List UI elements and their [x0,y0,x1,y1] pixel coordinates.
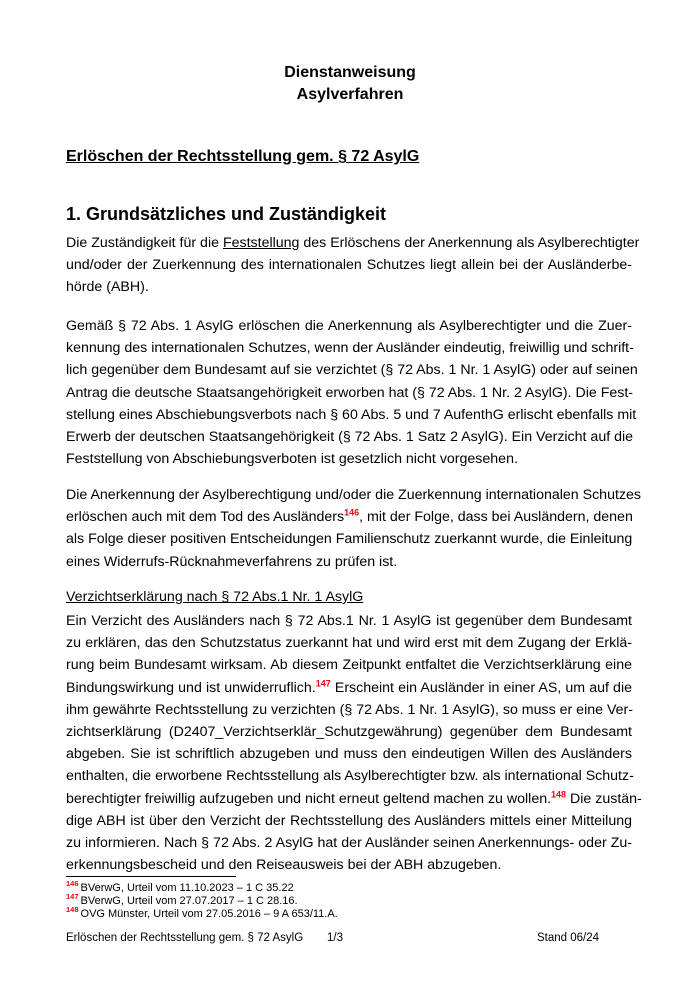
heading-grundsaetzliches: 1. Grundsätzliches und Zuständigkeit [66,204,387,224]
paragraph-line: kennung des internationalen Schutzes, wenn der Ausländer eindeutig, freiwillig und schrift- [66,340,634,357]
footnote-ref-148[interactable]: 148 [551,788,567,799]
paragraph-line: hörde (ABH). [66,279,149,296]
paragraph-zustaendigkeit [66,232,640,299]
document-header-line2: Asylverfahren [296,86,404,103]
text-run: erlöschen auch mit dem Tod des Ausländers [66,509,345,526]
paragraph-line: stellung eines Abschiebungsverbots nach § 60 Abs. 5 und 7 AufenthG erlischt ebenfalls mit [66,406,637,423]
text-run: Erscheint ein Ausländer in einer AS, um auf die [330,679,632,696]
text-run: , mit der Folge, dass bei Ausländern, denen [359,509,633,526]
footer-stand: Stand 06/24 [537,932,600,944]
footnote-divider [66,876,236,877]
paragraph-line: dige ABH ist über den Verzicht der Rechtsstellung des Ausländers mittels einer Mitteilung [66,812,632,829]
footnote-number: 146 [66,879,79,889]
footer-title: Erlöschen der Rechtsstellung gem. § 72 AsylG [66,932,304,944]
paragraph-line: lich gegenüber dem Bundesamt auf sie verzichtet (§ 72 Abs. 1 Nr. 1 AsylG) oder auf seinen [66,362,638,379]
footnote-text: BVerwG, Urteil vom 11.10.2023 – 1 C 35.22 [80,882,294,894]
text-run: Bindungswirkung und ist unwiderruflich. [66,679,316,696]
footnote-text: OVG Münster, Urteil vom 27.05.2016 – 9 A 653/11.A. [80,908,338,920]
paragraph-tod-des-auslaenders [66,484,641,573]
footnote-number: 147 [66,892,79,902]
text-run: des Erlöschens der Anerkennung als Asylberechtigter [299,235,640,251]
paragraph-line: erkennungsbescheid und den Reiseausweis bei der ABH abzugeben. [66,857,502,874]
paragraph-line: Feststellung von Abschiebungsverboten ist gesetzlich nicht vorgesehen. [66,451,518,468]
document-header-line1: Dienstanweisung [284,64,416,81]
paragraph-line: Antrag die deutsche Staatsangehörigkeit erworben hat (§ 72 Abs. 1 Nr. 2 AsylG). Die Fest- [66,384,634,401]
text-run: Die zustän- [566,790,642,807]
paragraph-line [66,232,640,254]
paragraph-line: als Folge dieser positiven Entscheidungen Familienschutz zuerkannt wurde, die Einleitung [66,531,633,548]
paragraph-line: Ein Verzicht des Ausländers nach § 72 Abs.1 Nr. 1 AsylG ist gegenüber dem Bundesamt [66,613,632,629]
subheading-verzichtserklaerung: Verzichtserklärung nach § 72 Abs.1 Nr. 1 AsylG [66,589,364,605]
footnote-147 [66,892,338,908]
paragraph-line: eines Widerrufs-Rücknahmeverfahrens zu prüfen ist. [66,553,398,570]
paragraph-72-abs1 [66,315,638,470]
footnote-number: 148 [66,905,79,915]
footnote-146 [66,879,338,895]
footnote-text: BVerwG, Urteil vom 27.07.2017 – 1 C 28.16. [80,895,298,907]
paragraph-line: zichtserklärung (D2407_Verzichtserklär_Schutzgewährung) gegenüber dem Bundesamt [66,724,632,741]
paragraph-line [66,677,632,699]
footnotes [66,879,338,921]
paragraph-line [66,788,642,810]
text-run: berechtigter freiwillig aufzugeben und nicht erneut geltend machen zu wollen. [66,790,552,807]
paragraph-verzicht [66,610,642,876]
paragraph-line: Gemäß § 72 Abs. 1 AsylG erlöschen die Anerkennung als Asylberechtigter und die Zuer- [66,318,632,334]
paragraph-line: abgeben. Sie ist schriftlich abzugeben und muss den eindeutigen Willen des Ausländers [66,746,632,763]
paragraph-line: ihm gewährte Rechtsstellung zu verzichten (§ 72 Abs. 1 Nr. 1 AsylG), so muss er eine Ver- [66,701,633,718]
footnote-ref-146[interactable]: 146 [344,507,360,518]
section-title: Erlöschen der Rechtsstellung gem. § 72 AsylG [66,148,420,165]
paragraph-line: zu informieren. Nach § 72 Abs. 2 AsylG hat der Ausländer seinen Anerkennungs- oder Zu- [66,835,632,852]
paragraph-line: und/oder der Zuerkennung des internationalen Schutzes liegt allein bei der Ausländerbe- [66,257,632,274]
footnote-148 [66,905,338,921]
feststellung-link[interactable]: Feststellung [222,235,300,251]
paragraph-line: Die Anerkennung der Asylberechtigung und/oder die Zuerkennung internationalen Schutzes [66,487,641,503]
footer-page-number: 1/3 [327,932,343,944]
paragraph-line: zu erklären, das den Schutzstatus zuerkannt hat und wird erst mit dem Zugang der Erklä- [66,635,632,652]
paragraph-line [66,506,632,528]
paragraph-line: enthalten, die erworbene Rechtsstellung als Asylberechtigter bzw. als international Schutz- [66,768,634,785]
paragraph-line: rung beim Bundesamt wirksam. Ab diesem Zeitpunkt entfaltet die Verzichtserklärung eine [66,657,632,674]
paragraph-line: Erwerb der deutschen Staatsangehörigkeit (§ 72 Abs. 1 Satz 2 AsylG). Ein Verzicht auf die [66,429,634,446]
text-run: Die Zuständigkeit für die [66,235,223,251]
footnote-ref-147[interactable]: 147 [315,677,331,688]
